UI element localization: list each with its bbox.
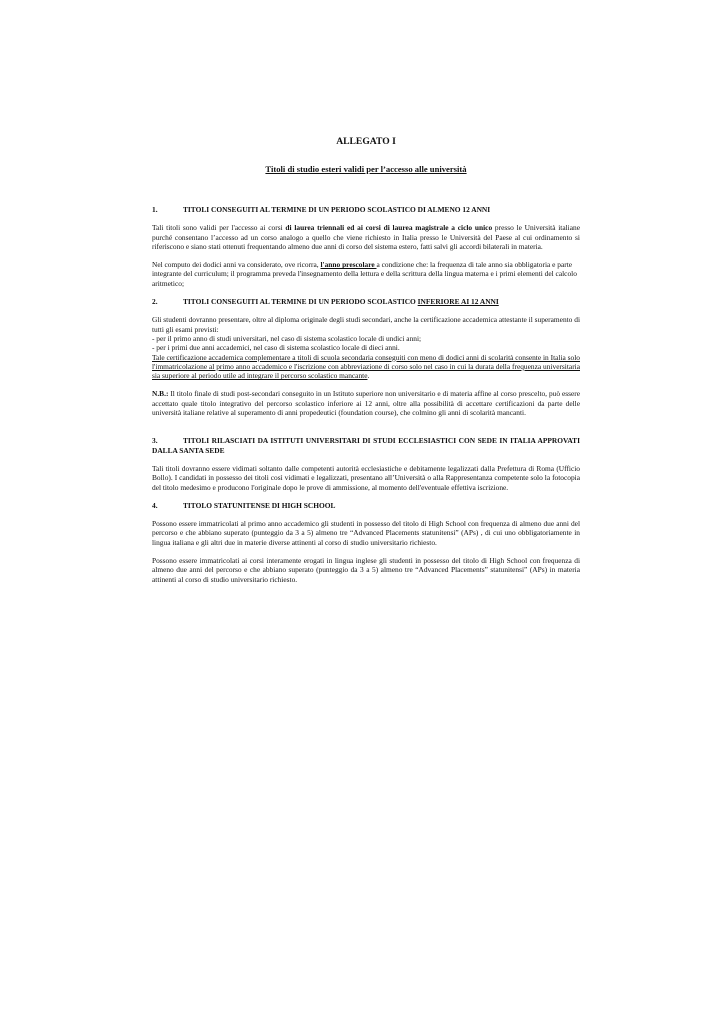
section-3-heading (152, 436, 580, 455)
section-4-paragraph-2: Possono essere immatricolati ai corsi interamente erogati in lingua inglese gli studenti in possesso del titolo di High School con frequenza di almeno due anni del percorso e che abbiano superato (punteggio da 3 a 5) almeno tre “Advanced Placements” statunitensi” (APs) in materia attinenti al corso di studio universitario richiesto. (152, 556, 580, 584)
document-title: ALLEGATO I (336, 136, 396, 147)
document-subtitle: Titoli di studio esteri validi per l’accesso alle università (265, 164, 467, 174)
underlined-bold-text-run: l'anno prescolare (320, 260, 377, 270)
nb-label: N.B.: (152, 389, 169, 399)
section-2-paragraph-1 (152, 315, 580, 380)
section-4-number: 4. (152, 500, 158, 510)
text-run: Gli studenti dovranno presentare, oltre al diploma originale degli studi secondari, anche la certificazione accademica attestante il superamento di tutti gli esami previsti: (152, 315, 580, 334)
text-run: . (367, 371, 370, 381)
section-3-paragraph-1: Tali titoli dovranno essere vidimati soltanto dalle competenti autorità ecclesiastiche e debitamente legalizzati dalla Prefettura di Roma (Ufficio Bollo). I candidati in possesso dei titoli così vidimati e legalizzati, presentano all’Università o alla Rappresentanza competente solo la fotocopia del titolo medesimo e producono l'originale dopo le prove di ammissione, al momento dell'eventuale effettiva iscrizione. (152, 463, 580, 492)
section-4-heading (152, 501, 580, 510)
section-1-heading (152, 205, 580, 214)
section-2-title-underlined: INFERIORE AI 12 ANNI (417, 297, 499, 307)
section-3-title: TITOLI RILASCIATI DA ISTITUTI UNIVERSITARI DI STUDI ECCLESIASTICI CON SEDE IN ITALIA APPROVATI DALLA SANTA SEDE (152, 436, 580, 455)
section-3-number: 3. (152, 436, 158, 446)
bullet-line: - per i primi due anni accademici, nel caso di sistema scolastico locale di dieci anni. (152, 343, 400, 353)
underlined-text-run: Tale certificazione accademica complementare a titoli di scuola secondaria conseguiti con meno di dodici anni di scolarità consente in Italia solo l'immatricolazione al primo anno accademico e l'iscrizione con abbreviazione di corso solo nel caso in cui la durata della frequenza universitaria sia superiore al periodo utile ad integrare il percorso scolastico mancante (152, 352, 580, 381)
text-run: Tali titoli sono validi per l'accesso ai corsi (152, 223, 286, 233)
text-run: presso le Università italiane purché consentano l’accesso ad un corso analogo a quello che viene richiesto in Italia presso le Università del Paese al cui ordinamento si riferiscono e siano stati ottenuti frequentando almeno due anni di corso del sistema estero, fatti salvi gli accordi bilaterali in materia. (152, 223, 580, 251)
text-run: a condizione che: la frequenza di tale anno sia obbligatoria e parte integrante del curriculum; il programma preveda l'insegnamento della lettura e della scrittura della lingua materna e i primi elementi del calcolo (152, 260, 577, 279)
section-2-number: 2. (152, 297, 158, 307)
section-1-paragraph-1 (152, 223, 580, 251)
section-2-title: TITOLI CONSEGUITI AL TERMINE DI UN PERIODO SCOLASTICO (183, 297, 418, 307)
text-run: Nel computo dei dodici anni va considerato, ove ricorra, (152, 260, 321, 270)
section-2-nb-paragraph (152, 389, 580, 417)
text-line: aritmetico; (152, 278, 185, 288)
section-4-paragraph-1: Possono essere immatricolati al primo anno accademico gli studenti in possesso del titolo di High School con frequenza di almeno due anni del percorso e che abbiano superato (punteggio da 3 a 5) almeno tre “Advanced Placements statunitensi” (APs) , di cui uno obbligatoriamente in lingua italiana e gli altri due in materie diverse attinenti al corso di studio universitario richiesto. (152, 519, 580, 547)
section-1-number: 1. (152, 205, 158, 214)
bullet-line: - per il primo anno di studi universitari, nel caso di sistema scolastico locale di undici anni; (152, 333, 422, 343)
section-1-paragraph-2 (152, 260, 580, 288)
document-body (152, 136, 580, 593)
bold-text-run: di laurea triennali ed ai corsi di laurea magistrale a ciclo unico (285, 223, 493, 233)
section-4-title: TITOLO STATUNITENSE DI HIGH SCHOOL (183, 500, 336, 510)
text-run: Il titolo finale di studi post-secondari conseguito in un Istituto superiore non universitario e di materia affine al corso prescelto, può essere accettato quale titolo integrativo del percorso scolastico inferiore ai 12 anni, oltre alla possibilità di accettare certificazioni da parte delle università italiane relative al superamento di anni propedeutici (foundation course), che colmino gli anni di scolarità mancanti. (152, 389, 580, 418)
section-1-title: TITOLI CONSEGUITI AL TERMINE DI UN PERIODO SCOLASTICO DI ALMENO 12 ANNI (183, 205, 491, 214)
section-2-heading (152, 297, 580, 306)
